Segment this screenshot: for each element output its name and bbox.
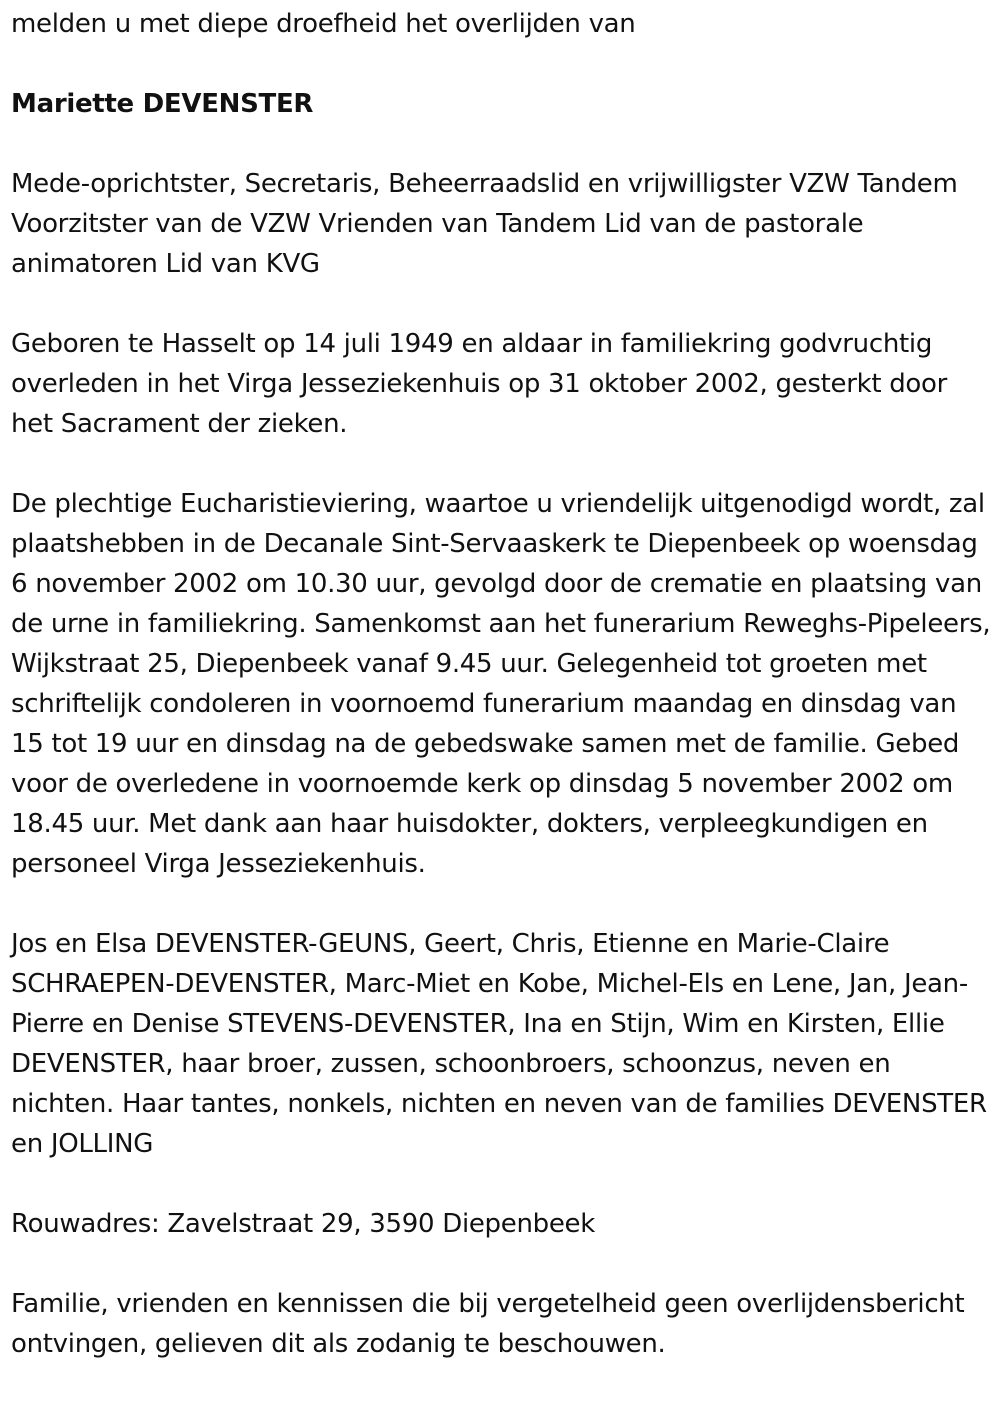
roles-text: Mede-oprichtster, Secretaris, Beheerraadslid en vrijwilligster VZW Tandem Voorzitster van de VZW Vrienden van Tandem Lid van de pastorale animatoren Lid van KVG	[11, 169, 958, 279]
birth-death-text: Geboren te Hasselt op 14 juli 1949 en aldaar in familiekring godvruchtig overleden in het Virga Jesseziekenhuis op 31 oktober 2002, gesterkt door het Sacrament der zieken.	[11, 329, 948, 439]
obituary-notice	[11, 4, 991, 1364]
ceremony-text: De plechtige Eucharistieviering, waartoe u vriendelijk uitgenodigd wordt, zal plaatshebben in de Decanale Sint-Servaaskerk te Diepenbeek op woensdag 6 november 2002 om 10.30 uur, gevolgd door de crematie en plaatsing van de urne in familiekring. Samenkomst aan het funerarium Reweghs-Pipeleers, Wijkstraat 25, Diepenbeek vanaf 9.45 uur. Gelegenheid tot groeten met schriftelijk condoleren in voornoemd funerarium maandag en dinsdag van 15 tot 19 uur en dinsdag na de gebedswake samen met de familie. Gebed voor de overledene in voornoemde kerk op dinsdag 5 november 2002 om 18.45 uur. Met dank aan haar huisdokter, dokters, verpleegkundigen en personeel Virga Jesseziekenhuis.	[11, 489, 991, 879]
intro-text: melden u met diepe droefheid het overlijden van	[11, 9, 636, 39]
closing-text: Familie, vrienden en kennissen die bij vergetelheid geen overlijdensbericht ontvingen, gelieven dit als zodanig te beschouwen.	[11, 1289, 965, 1359]
family-text: Jos en Elsa DEVENSTER-GEUNS, Geert, Chris, Etienne en Marie-Claire SCHRAEPEN-DEVENSTER, Marc-Miet en Kobe, Michel-Els en Lene, Jan, Jean-Pierre en Denise STEVENS-DEVENSTER, Ina en Stijn, Wim en Kirsten, Ellie DEVENSTER, haar broer, zussen, schoonbroers, schoonzus, neven en nichten. Haar tantes, nonkels, nichten en neven van de families DEVENSTER en JOLLING	[11, 929, 987, 1159]
deceased-name: Mariette DEVENSTER	[11, 89, 314, 119]
mourning-address: Rouwadres: Zavelstraat 29, 3590 Diepenbeek	[11, 1209, 595, 1239]
